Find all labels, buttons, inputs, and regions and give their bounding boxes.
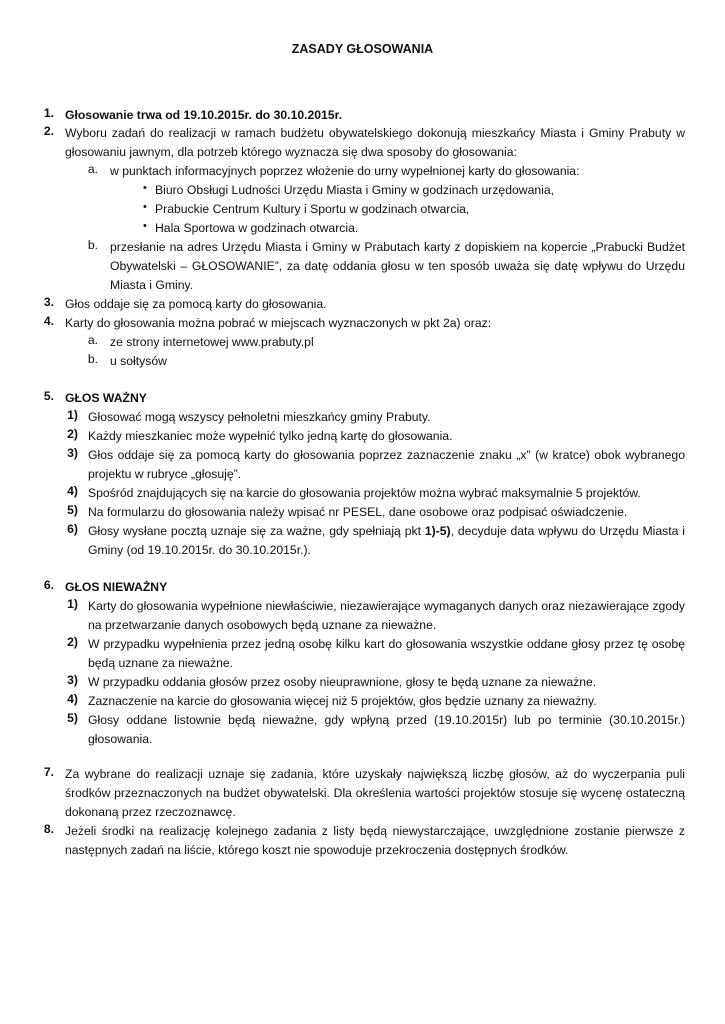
section-number: 1. <box>43 106 54 120</box>
item-number: 5) <box>67 503 78 517</box>
section-number: 2. <box>43 124 54 138</box>
section-number: 7. <box>43 765 54 779</box>
item-text: Głosować mogą wszyscy pełnoletni mieszkańcy gminy Prabuty. <box>88 410 431 424</box>
item-number: 4) <box>67 484 78 498</box>
item-text: Na formularzu do głosowania należy wpisać nr PESEL, dane osobowe oraz podpisać oświadczenie. <box>88 505 628 519</box>
item-text: Zaznaczenie na karcie do głosowania więcej niż 5 projektów, głos będzie uznany za nieważny. <box>88 694 597 708</box>
item-text: W przypadku wypełnienia przez jedną osobę kilku kart do głosowania wszystkie oddane głosy przez tę osobę będą uznane za nieważne. <box>88 637 685 670</box>
item-letter: a. <box>87 162 98 176</box>
item-text: W przypadku oddania głosów przez osoby nieuprawnione, głosy te będą uznane za nieważne. <box>88 675 597 689</box>
item-text-bold: 1)-5) <box>424 524 451 538</box>
item-text: Głos oddaje się za pomocą karty do głosowania poprzez zaznaczenie znaku „x” (w kratce) obok wybranego projektu w rubryce „głosuję”. <box>88 448 685 481</box>
item-number: 4) <box>67 692 78 706</box>
page-title: ZASADY GŁOSOWANIA <box>291 42 434 56</box>
section-text: Karty do głosowania można pobrać w miejscach wyznaczonych w pkt 2a) oraz: <box>65 316 492 330</box>
item-text: w punktach informacyjnych poprzez włożenie do urny wypełnionej karty do głosowania: <box>110 164 580 178</box>
item-number: 3) <box>67 446 78 460</box>
item-letter: b. <box>87 238 98 252</box>
section-number: 5. <box>43 389 54 403</box>
section-number: 4. <box>43 314 54 328</box>
item-number: 3) <box>67 673 78 687</box>
item-number: 2) <box>67 427 78 441</box>
bullet-icon: • <box>143 220 147 232</box>
section-text: Głos oddaje się za pomocą karty do głosowania. <box>65 297 327 311</box>
item-number: 6) <box>67 522 78 536</box>
section-heading: GŁOS NIEWAŻNY <box>65 580 168 594</box>
section-number: 8. <box>43 822 54 836</box>
bullet-text: Biuro Obsługi Ludności Urzędu Miasta i Gminy w godzinach urzędowania, <box>155 183 554 197</box>
item-text: ze strony internetowej www.prabuty.pl <box>110 335 314 349</box>
item-text: Głosy oddane listownie będą nieważne, gdy wpłyną przed (19.10.2015r) lub po terminie (30.10.2015r.) głosowania. <box>88 713 685 746</box>
item-number: 1) <box>67 408 78 422</box>
bullet-icon: • <box>143 182 147 194</box>
bullet-text: Hala Sportowa w godzinach otwarcia. <box>155 221 359 235</box>
item-text: Spośród znajdujących się na karcie do głosowania projektów można wybrać maksymalnie 5 projektów. <box>88 486 641 500</box>
section-number: 3. <box>43 295 54 309</box>
item-text-before: Głosy wysłane pocztą uznaje się za ważne, gdy spełniają pkt <box>88 524 425 538</box>
item-text: Karty do głosowania wypełnione niewłaściwie, niezawierające wymaganych danych oraz niezawierające zgody na przetwarzanie danych osobowych będą uznane za nieważne. <box>88 599 685 632</box>
item-number: 1) <box>67 597 78 611</box>
item-letter: b. <box>87 352 98 366</box>
item-text: Każdy mieszkaniec może wypełnić tylko jedną kartę do głosowania. <box>88 429 453 443</box>
item-number: 5) <box>67 711 78 725</box>
item-letter: a. <box>87 333 98 347</box>
section-text: Za wybrane do realizacji uznaje się zadania, które uzyskały największą liczbę głosów, aż do wyczerpania puli środków przeznaczonych na budżet obywatelski. Dla określenia wartości projektów stosuje się wycenę ostateczną dokonaną przez rzeczoznawcę. <box>65 767 685 819</box>
section-heading: GŁOS WAŻNY <box>65 391 147 405</box>
section-text: Wyboru zadań do realizacji w ramach budżetu obywatelskiego dokonują mieszkańcy Miasta i Gminy Prabuty w głosowaniu jawnym, dla potrzeb którego wyznacza się dwa sposoby do głosowania: <box>65 126 685 159</box>
bullet-icon: • <box>143 201 147 213</box>
section-number: 6. <box>43 578 54 592</box>
item-text <box>88 522 685 560</box>
item-text: przesłanie na adres Urzędu Miasta i Gminy w Prabutach karty z dopiskiem na kopercie „Prabucki Budżet Obywatelski – GŁOSOWANIE”, za datę oddania głosu w ten sposób uważa się datę wpływu do Urzędu Miasta i Gminy. <box>110 240 685 292</box>
item-text-after: , decyduje data wpływu do Urzędu Miasta i Gminy (od 19.10.2015r. do 30.10.2015r.). <box>88 524 685 557</box>
bullet-text: Prabuckie Centrum Kultury i Sportu w godzinach otwarcia, <box>155 202 470 216</box>
section-text: Jeżeli środki na realizację kolejnego zadania z listy będą niewystarczające, uwzględnione zostanie pierwsze z następnych zadań na liście, którego koszt nie spowoduje przekroczenia dostępnych środków. <box>65 824 685 857</box>
item-text: u sołtysów <box>110 354 167 368</box>
section-text: Głosowanie trwa od 19.10.2015r. do 30.10.2015r. <box>65 108 343 122</box>
item-number: 2) <box>67 635 78 649</box>
